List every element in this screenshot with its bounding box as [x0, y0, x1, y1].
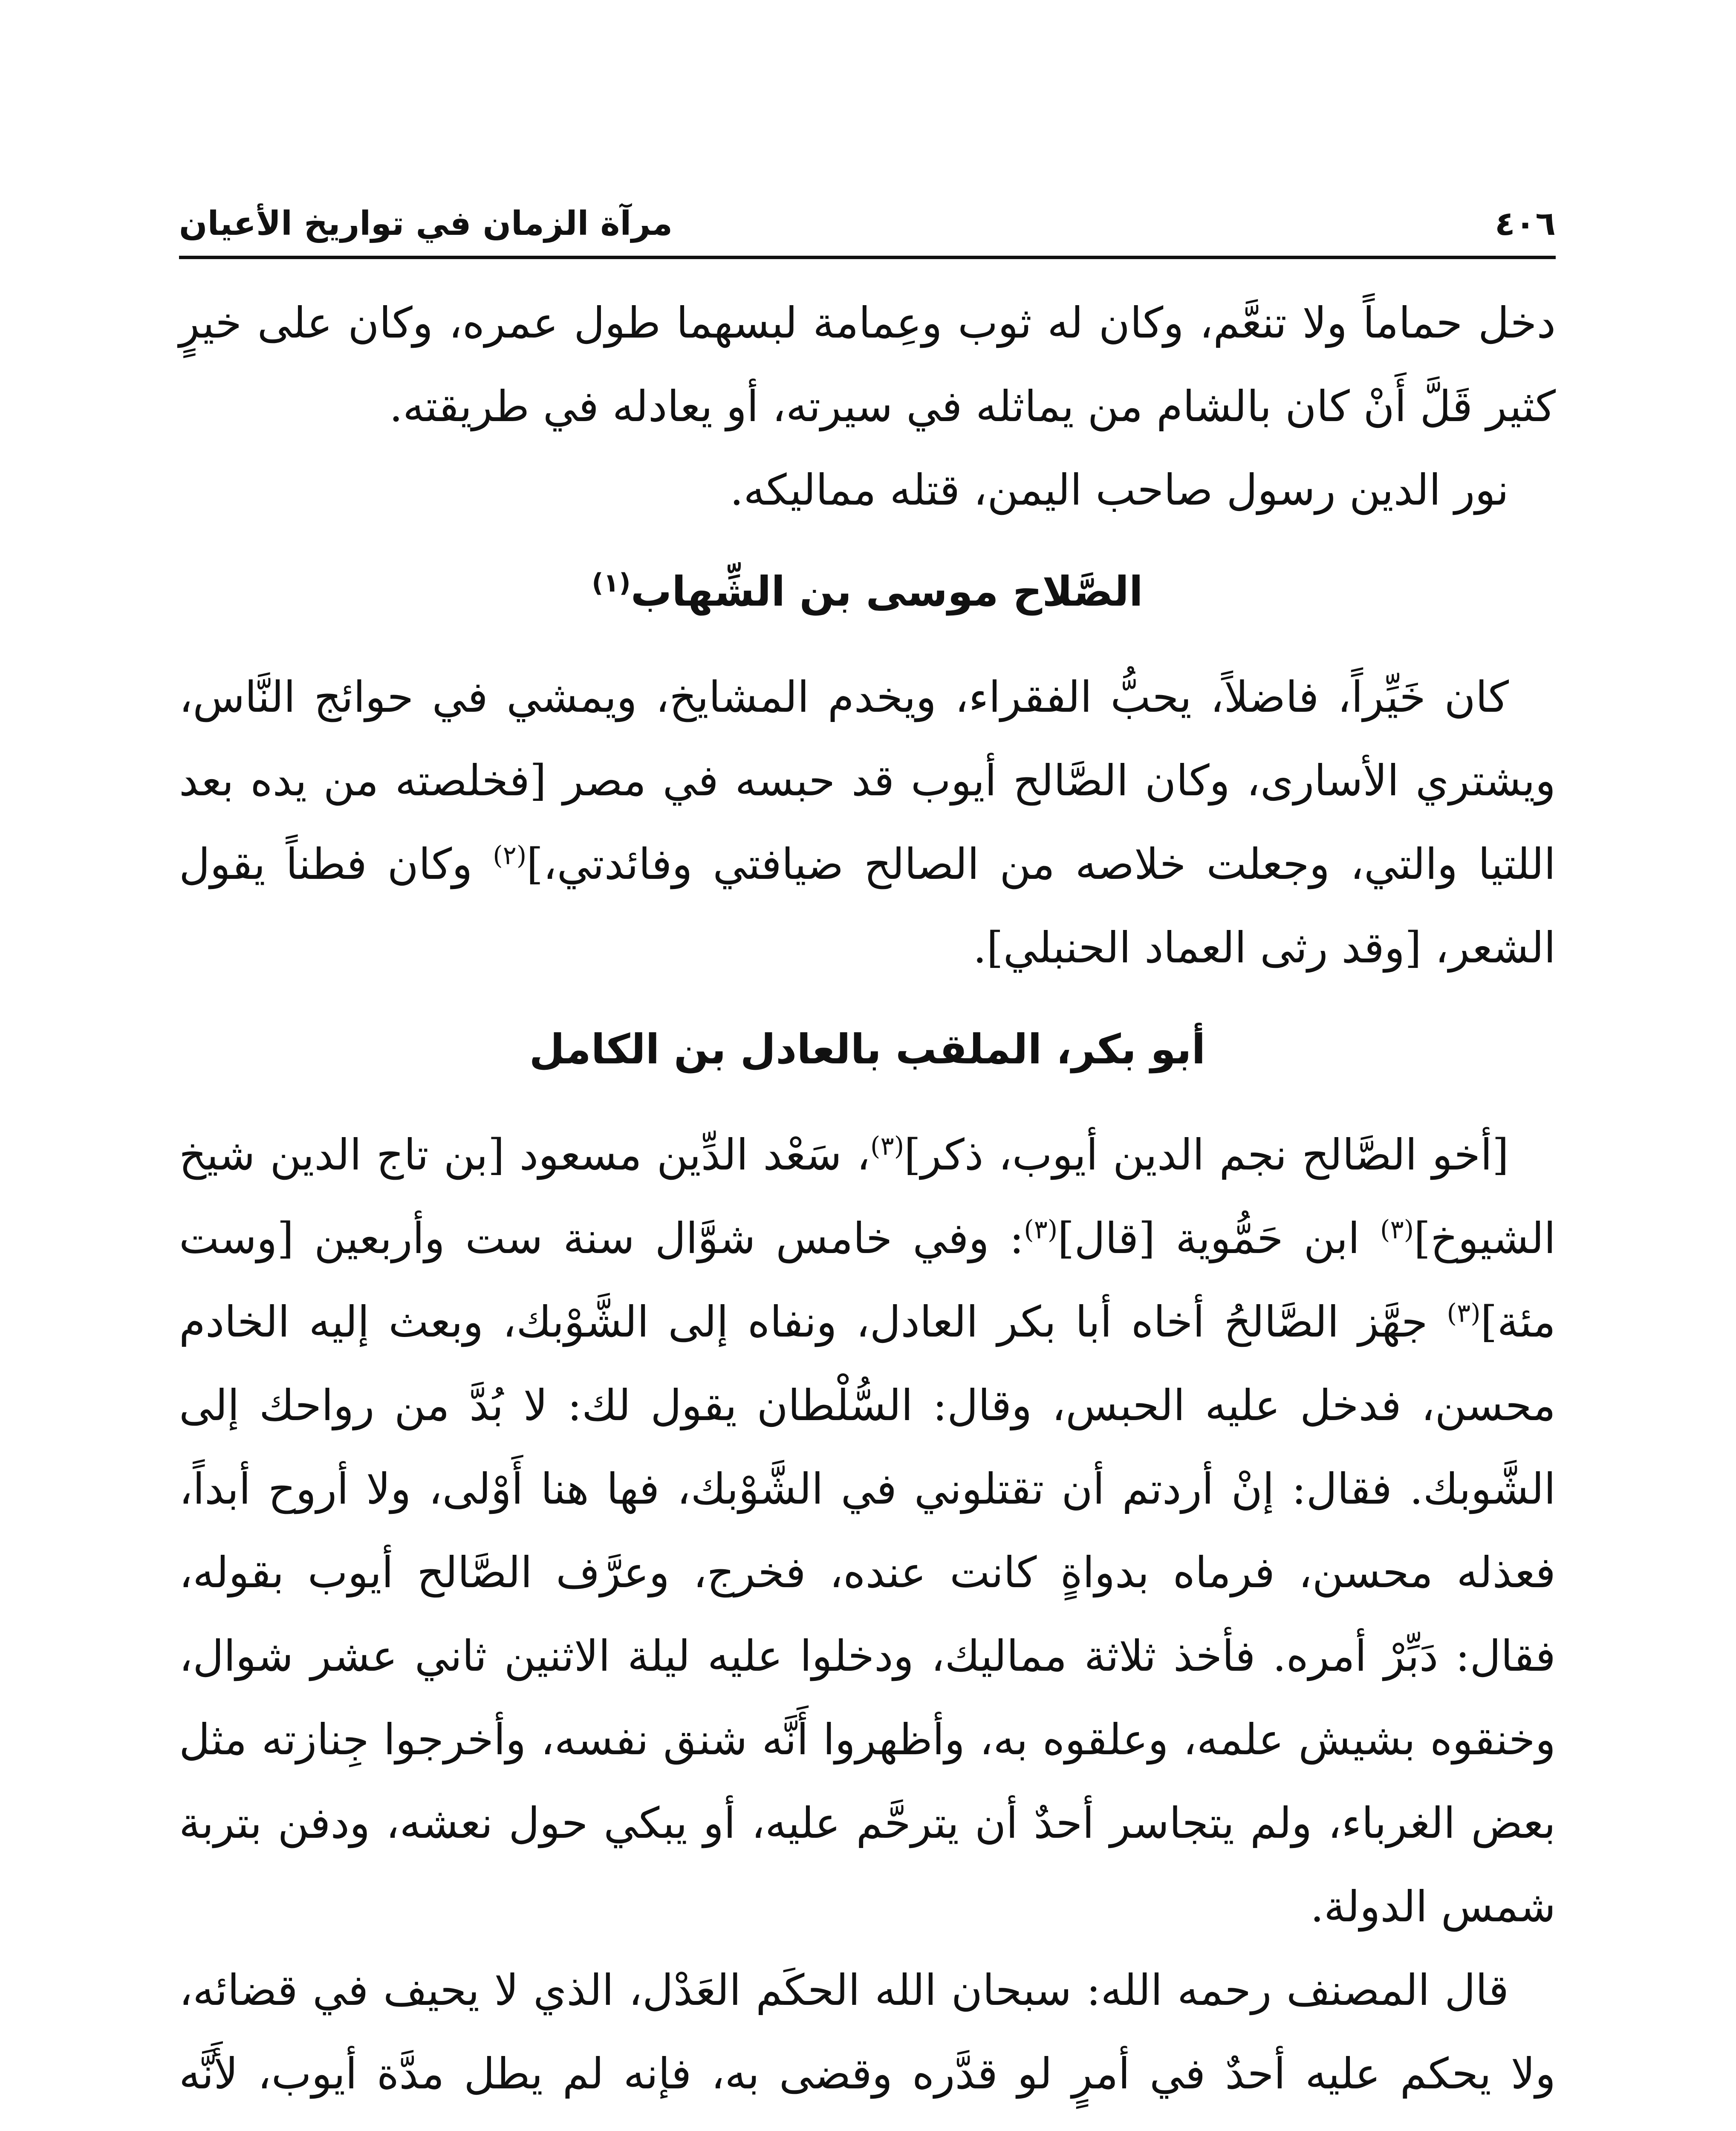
running-header — [179, 200, 1556, 247]
footnote-ref: (١) — [592, 568, 631, 598]
book-title: مرآة الزمان في تواريخ الأعيان — [179, 205, 673, 243]
paragraph-5: قال المصنف رحمه الله: سبحان الله الحكَم العَدْل، الذي لا يحيف في قضائه، ولا يحكم عليه أحدٌ في أمرٍ لو قدَّره وقضى به، فإنه لم يطل مدَّة أيوب، لأَنَّه — [179, 1965, 1556, 2099]
paragraph-3 — [179, 655, 1556, 990]
paragraph-1: دخل حماماً ولا تنعَّم، وكان له ثوب وعِمامة لبسهما طول عمره، وكان على خيرٍ كثير قَلَّ أَنْ كان بالشام من يماثله في سيرته، أو يعادله في طريقته. — [179, 298, 1556, 431]
paragraph-2: نور الدين رسول صاحب اليمن، قتله مماليكه. — [730, 465, 1509, 515]
paragraph-4 — [179, 1113, 1556, 1949]
section-heading-abu-bakr: أبو بكر، الملقب بالعادل بن الكامل — [529, 1025, 1206, 1073]
footnote-ref: (٢) — [493, 840, 527, 871]
paragraph-text: [أخو الصَّالح نجم الدين أيوب، ذكر] — [904, 1130, 1509, 1180]
header-rule — [179, 256, 1556, 259]
main-text — [179, 281, 1556, 2131]
footnote-ref: (٣) — [1447, 1298, 1481, 1328]
paragraph-text: كان خَيِّراً، فاضلاً، يحبُّ الفقراء، ويخدم المشايخ، ويمشي في حوائج النَّاس، ويشتري الأسارى، وكان الصَّالح أيوب قد حبسه في مصر [فخلصته من يده بعد اللتيا والتي، وجعلت خلاصه من الصالح ضيافتي وفائدتي،] — [179, 672, 1556, 889]
footnote-ref: (٣) — [1024, 1215, 1058, 1245]
paragraph-text: ابن حَمُّوية [قال] — [1057, 1213, 1381, 1263]
paragraph-text: جهَّز الصَّالحُ أخاه أبا بكر العادل، ونفاه إلى الشَّوْبك، وبعث إليه الخادم محسن، فدخل عليه الحبس، وقال: السُّلْطان يقول لك: لا بُدَّ من رواحك إلى الشَّوبك. فقال: إنْ أردتم أن تقتلوني في الشَّوْبك، فها هنا أَوْلى، ولا أروح أبداً، فعذله محسن، فرماه بدواةٍ كانت عنده، فخرج، وعرَّف الصَّالح أيوب بقوله، فقال: دَبِّرْ أمره. فأخذ ثلاثة مماليك، ودخلوا عليه ليلة الاثنين ثاني عشر شوال، وخنقوه بشيش علمه، وعلقوه به، وأظهروا أَنَّه شنق نفسه، وأخرجوا جِنازته مثل بعض الغرباء، ولم يتجاسر أحدٌ أن يترحَّم عليه، أو يبكي حول نعشه، ودفن بتربة شمس الدولة. — [179, 1297, 1556, 1932]
paragraph-text: ، سَعْد الدِّين مسعود [بن تاج الدين شيخ الشيوخ] — [179, 1130, 1556, 1263]
paragraph-text: : وفي خامس شوَّال سنة ست وأربعين [وست مئة] — [179, 1213, 1556, 1347]
section-heading-salah-musa — [179, 540, 1556, 643]
paragraph-text: وكان فطناً يقول الشعر، [وقد رثى العماد الحنبلي]. — [179, 839, 1556, 973]
page-number: ٤٠٦ — [1495, 205, 1556, 243]
footnote-ref: (٣) — [870, 1131, 904, 1161]
footnote-ref: (٣) — [1380, 1215, 1414, 1245]
heading-text: الصَّلاح موسى بن الشِّهاب — [630, 568, 1143, 615]
